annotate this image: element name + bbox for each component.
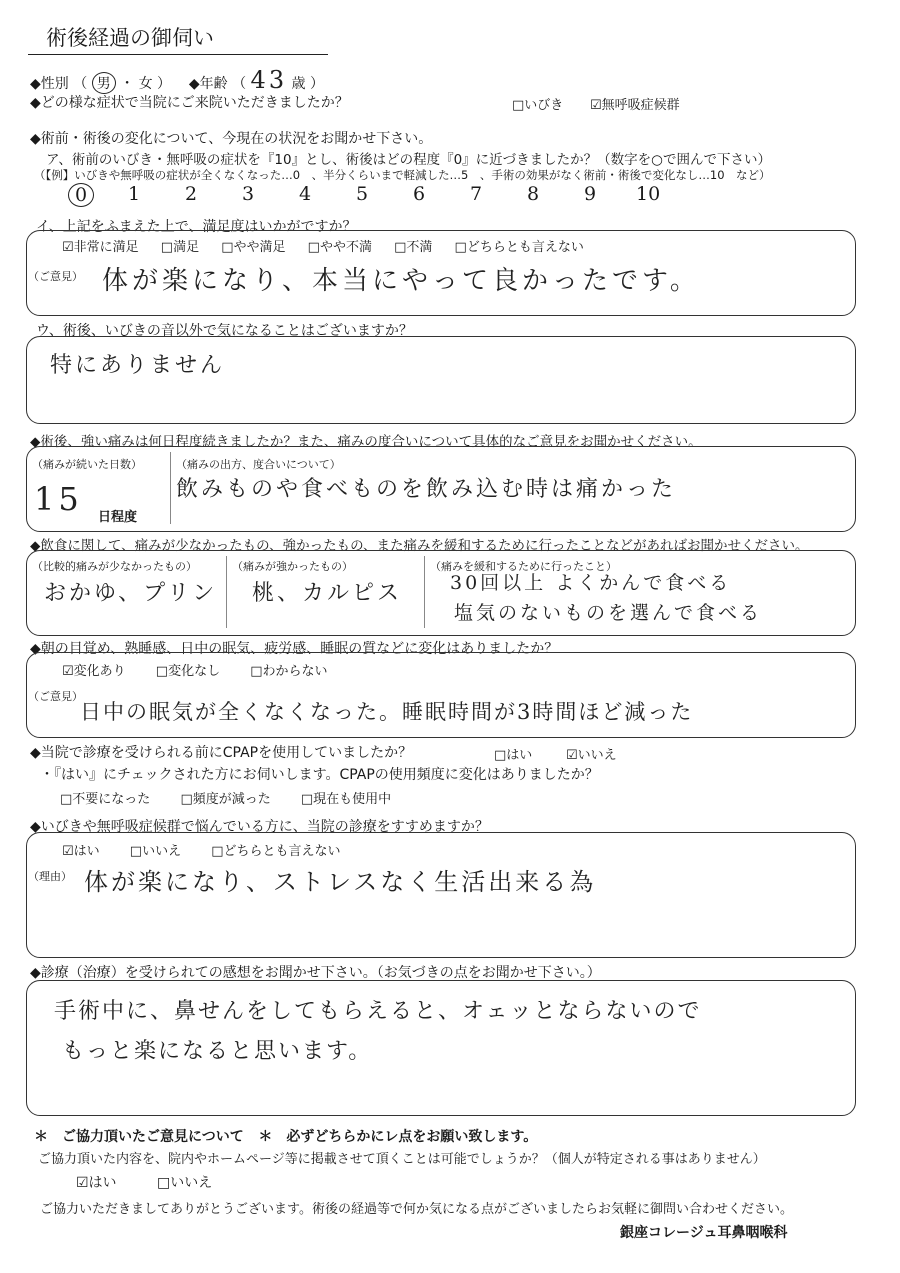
sleep-option-unknown[interactable]: □わからない bbox=[250, 664, 328, 679]
cpap-followup: ・『はい』にチェックされた方にお伺いします。CPAPの使用頻度に変化はありましたか？ bbox=[40, 767, 599, 783]
sleep-answer[interactable]: 日中の眠気が全くなくなった。睡眠時間が3時間ほど減った bbox=[80, 700, 694, 724]
diet-strong-answer[interactable]: 桃、カルピス bbox=[252, 581, 403, 606]
recommend-answer[interactable]: 体が楽になり、ストレスなく生活出来る為 bbox=[84, 868, 597, 896]
other-concern-answer[interactable]: 特にありません bbox=[50, 353, 226, 378]
gender-female-option[interactable]: 女 bbox=[138, 76, 153, 92]
gender-row bbox=[30, 66, 324, 94]
sleep-opinion-label: （ご意見） bbox=[28, 690, 83, 703]
cpap-option-reduced[interactable]: □頻度が減った bbox=[180, 792, 271, 807]
satisfaction-option-somewhat-satisfied[interactable]: □やや満足 bbox=[221, 240, 286, 255]
other-concern-question: ウ、術後、いびきの音以外で気になることはございますか？ bbox=[36, 323, 413, 339]
diet-strong-label: （痛みが強かったもの） bbox=[232, 560, 353, 573]
thanks-message: ご協力いただきましてありがとうございます。術後の経過等で何か気になる点がございましたらお気軽に御問い合わせください。 bbox=[40, 1202, 793, 1217]
recommend-option-neither[interactable]: □どちらとも言えない bbox=[211, 844, 341, 859]
diet-less-label: （比較的痛みが少なかったもの） bbox=[32, 560, 197, 573]
cpap-option-unneeded[interactable]: □不要になった bbox=[60, 792, 151, 807]
sleep-question: ◆朝の目覚め、熟睡感、日中の眠気、疲労感、睡眠の質などに変化はありましたか？ bbox=[30, 641, 559, 657]
cpap-no-option[interactable]: ☑いいえ bbox=[566, 748, 617, 763]
sleep-options bbox=[62, 660, 328, 679]
diet-relief-line1[interactable]: 30回以上 よくかんで食べる bbox=[450, 572, 732, 594]
scale-option-8[interactable]: 8 bbox=[527, 183, 540, 205]
clinic-name: 銀座コレージュ耳鼻咽喉科 bbox=[620, 1225, 788, 1241]
page-title: 術後経過の御伺い bbox=[46, 26, 214, 50]
scale-option-2[interactable]: 2 bbox=[185, 183, 198, 205]
impression-question: ◆診療（治療）を受けられての感想をお聞かせ下さい。（お気づきの点をお聞かせ下さい。） bbox=[30, 965, 601, 981]
symptom-snoring-option[interactable]: □いびき bbox=[512, 98, 564, 113]
diet-less-answer[interactable]: おかゆ、プリン bbox=[44, 581, 218, 606]
age-value[interactable]: 43 bbox=[250, 66, 288, 94]
sleep-option-changed[interactable]: ☑変化あり bbox=[62, 664, 126, 679]
satisfaction-option-dissatisfied[interactable]: □不満 bbox=[394, 240, 433, 255]
scale-option-5[interactable]: 5 bbox=[356, 183, 369, 205]
recommend-reason-label: （理由） bbox=[28, 870, 72, 883]
symptom-apnea-option[interactable] bbox=[590, 94, 680, 113]
scale-option-9[interactable]: 9 bbox=[584, 183, 597, 205]
impression-line2[interactable]: もっと楽になると思います。 bbox=[62, 1039, 373, 1064]
scale-option-10[interactable]: 10 bbox=[636, 183, 661, 205]
gender-open: （ bbox=[73, 76, 88, 92]
impression-line1[interactable]: 手術中に、鼻せんをしてもらえると、オェッとならないので bbox=[54, 999, 702, 1024]
change-scale bbox=[68, 183, 708, 213]
gender-dot: ・ bbox=[120, 76, 135, 92]
age-open: （ bbox=[232, 76, 247, 92]
satisfaction-options bbox=[62, 236, 584, 255]
change-heading: ◆術前・術後の変化について、今現在の状況をお聞かせ下さい。 bbox=[30, 131, 433, 147]
cpap-yes-option[interactable]: □はい bbox=[494, 748, 533, 763]
symptom-apnea-label: 無呼吸症候群 bbox=[601, 98, 680, 113]
check-icon: ☑ bbox=[590, 98, 602, 113]
pain-days-label: （痛みが続いた日数） bbox=[32, 458, 142, 471]
consent-heading-right: ＊ 必ずどちらかにレ点をお願い致します。 bbox=[258, 1129, 538, 1145]
recommend-options bbox=[62, 840, 341, 859]
age-label: ◆年齢 bbox=[188, 76, 228, 92]
pain-question: ◆術後、強い痛みは何日程度続きましたか？また、痛みの度合いについて具体的なご意見をお聞かせください。 bbox=[30, 434, 702, 450]
satisfaction-option-very-satisfied[interactable]: ☑非常に満足 bbox=[62, 240, 139, 255]
cpap-option-still-using[interactable]: □現在も使用中 bbox=[300, 792, 392, 807]
diet-relief-line2[interactable]: 塩気のないものを選んで食べる bbox=[454, 602, 763, 624]
cpap-followup-options bbox=[60, 788, 391, 807]
recommend-option-yes[interactable]: ☑はい bbox=[62, 844, 100, 859]
scale-option-0[interactable]: 0 bbox=[68, 183, 94, 207]
recommend-option-no[interactable]: □いいえ bbox=[129, 844, 182, 859]
scale-option-1[interactable]: 1 bbox=[128, 183, 141, 205]
gender-label: ◆性別 bbox=[30, 76, 69, 92]
diet-divider-2 bbox=[424, 556, 425, 628]
satisfaction-opinion-label: （ご意見） bbox=[28, 270, 83, 283]
consent-options bbox=[76, 1172, 212, 1192]
symptom-question: ◆どの様な症状で当院にご来院いただきましたか？ bbox=[30, 95, 349, 111]
diet-relief-label: （痛みを緩和するために行ったこと） bbox=[430, 560, 617, 573]
pain-divider bbox=[170, 452, 171, 524]
consent-option-yes[interactable]: ☑はい bbox=[76, 1175, 117, 1191]
scale-option-4[interactable]: 4 bbox=[299, 183, 312, 205]
age-close: ） bbox=[310, 76, 324, 92]
diet-divider-1 bbox=[226, 556, 227, 628]
pain-days-unit: 日程度 bbox=[98, 510, 138, 525]
consent-question: ご協力頂いた内容を、院内やホームページ等に掲載させて頂くことは可能でしょうか？（個人が特定される事はありません） bbox=[38, 1152, 766, 1167]
consent-heading bbox=[34, 1126, 537, 1146]
gender-male-option[interactable]: 男 bbox=[92, 72, 116, 94]
diet-question: ◆飲食に関して、痛みが少なかったもの、強かったもの、また痛みを緩和するために行ったことなどがあればお聞かせください。 bbox=[30, 538, 809, 554]
satisfaction-question: イ、上記をふまえた上で、満足度はいかがですか？ bbox=[36, 219, 357, 235]
gender-close: ） bbox=[157, 76, 172, 92]
consent-heading-left: ＊ ご協力頂いたご意見について bbox=[34, 1129, 244, 1145]
satisfaction-option-neither[interactable]: □どちらとも言えない bbox=[454, 240, 584, 255]
satisfaction-option-somewhat-dissatisfied[interactable]: □やや不満 bbox=[307, 240, 372, 255]
scale-option-7[interactable]: 7 bbox=[470, 183, 483, 205]
consent-option-no[interactable]: □いいえ bbox=[157, 1175, 213, 1191]
change-example: （【例】いびきや無呼吸の症状が全くなくなった…0 、半分くらいまで軽減した…5 、手術の効果がなく術前・術後で変化なし…10 など） bbox=[34, 168, 771, 182]
pain-detail-answer[interactable]: 飲みものや食べものを飲み込む時は痛かった bbox=[176, 477, 677, 502]
satisfaction-answer[interactable]: 体が楽になり、本当にやって良かったです。 bbox=[102, 266, 700, 296]
cpap-question: ◆当院で診療を受けられる前にCPAPを使用していましたか？ bbox=[30, 745, 413, 761]
pain-detail-label: （痛みの出方、度合いについて） bbox=[176, 458, 341, 471]
change-question: ア、術前のいびき・無呼吸の症状を『10』とし、術後はどの程度『0』に近づきましたか？（数字を○で囲んで下さい） bbox=[46, 152, 771, 168]
pain-days-value[interactable]: 15 bbox=[34, 480, 83, 518]
age-unit: 歳 bbox=[291, 76, 306, 92]
recommend-question: ◆いびきや無呼吸症候群で悩んでいる方に、当院の診療をすすめますか？ bbox=[30, 819, 489, 835]
title-underline bbox=[28, 54, 328, 55]
scale-option-3[interactable]: 3 bbox=[242, 183, 255, 205]
satisfaction-option-satisfied[interactable]: □満足 bbox=[160, 240, 200, 255]
sleep-option-unchanged[interactable]: □変化なし bbox=[155, 664, 221, 679]
scale-option-6[interactable]: 6 bbox=[413, 183, 426, 205]
